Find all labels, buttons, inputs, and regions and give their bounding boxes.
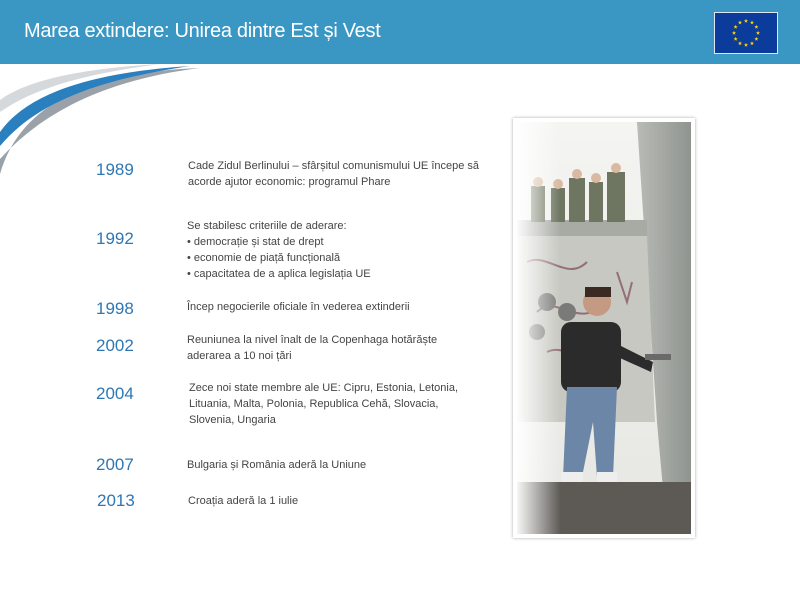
- event-description: [188, 158, 488, 190]
- year-label: 1998: [96, 299, 134, 318]
- photo-frame: [513, 118, 695, 538]
- flag-star-icon: [744, 43, 748, 47]
- event-description: [187, 299, 487, 315]
- eu-flag-icon: [714, 12, 778, 54]
- description-line: • economie de piață funcțională: [187, 252, 341, 264]
- description-line: • capacitatea de a aplica legislația UE: [187, 268, 371, 280]
- eu-stars: [715, 13, 777, 53]
- flag-star-icon: [744, 19, 748, 23]
- event-description: [187, 218, 487, 282]
- flag-star-icon: [754, 25, 758, 29]
- description-line: Lituania, Malta, Polonia, Republica Cehă, Slovacia,: [189, 398, 439, 410]
- description-line: Se stabilesc criteriile de aderare:: [187, 220, 347, 232]
- flag-star-icon: [732, 31, 736, 35]
- flag-star-icon: [754, 37, 758, 41]
- year-label: 2007: [96, 455, 134, 474]
- event-description: [187, 457, 487, 473]
- description-line: Cade Zidul Berlinului – sfârșitul comunismului UE începe să: [188, 160, 480, 172]
- year-label: 2004: [96, 384, 134, 403]
- flag-star-icon: [734, 37, 738, 41]
- description-line: aderarea a 10 noi țări: [187, 350, 292, 362]
- description-line: Zece noi state membre ale UE: Cipru, Estonia, Letonia,: [189, 382, 459, 394]
- description-line: • democrație și stat de drept: [187, 236, 324, 248]
- description-line: Bulgaria și România aderă la Uniune: [187, 459, 367, 471]
- flag-star-icon: [750, 20, 754, 24]
- header-bar: [0, 0, 800, 64]
- berlin-wall-photo: [517, 122, 691, 534]
- description-line: Încep negocierile oficiale în vederea extinderii: [187, 301, 410, 313]
- description-line: acorde ajutor economic: programul Phare: [188, 176, 391, 188]
- event-description: [187, 332, 487, 364]
- year-label: 1992: [96, 229, 134, 248]
- year-label: 2013: [97, 491, 135, 510]
- flag-star-icon: [734, 25, 738, 29]
- description-line: Reuniunea la nivel înalt de la Copenhaga hotărăște: [187, 334, 438, 346]
- page-title: Marea extindere: Unirea dintre Est și Vest: [24, 20, 381, 42]
- year-label: 1989: [96, 160, 134, 179]
- description-line: Croația aderă la 1 iulie: [188, 495, 299, 507]
- year-label: 2002: [96, 336, 134, 355]
- flag-star-icon: [756, 31, 760, 35]
- event-description: [188, 493, 488, 509]
- event-description: [189, 380, 489, 428]
- flag-star-icon: [738, 20, 742, 24]
- description-line: Slovenia, Ungaria: [189, 414, 276, 426]
- flag-star-icon: [750, 41, 754, 45]
- flag-star-icon: [738, 41, 742, 45]
